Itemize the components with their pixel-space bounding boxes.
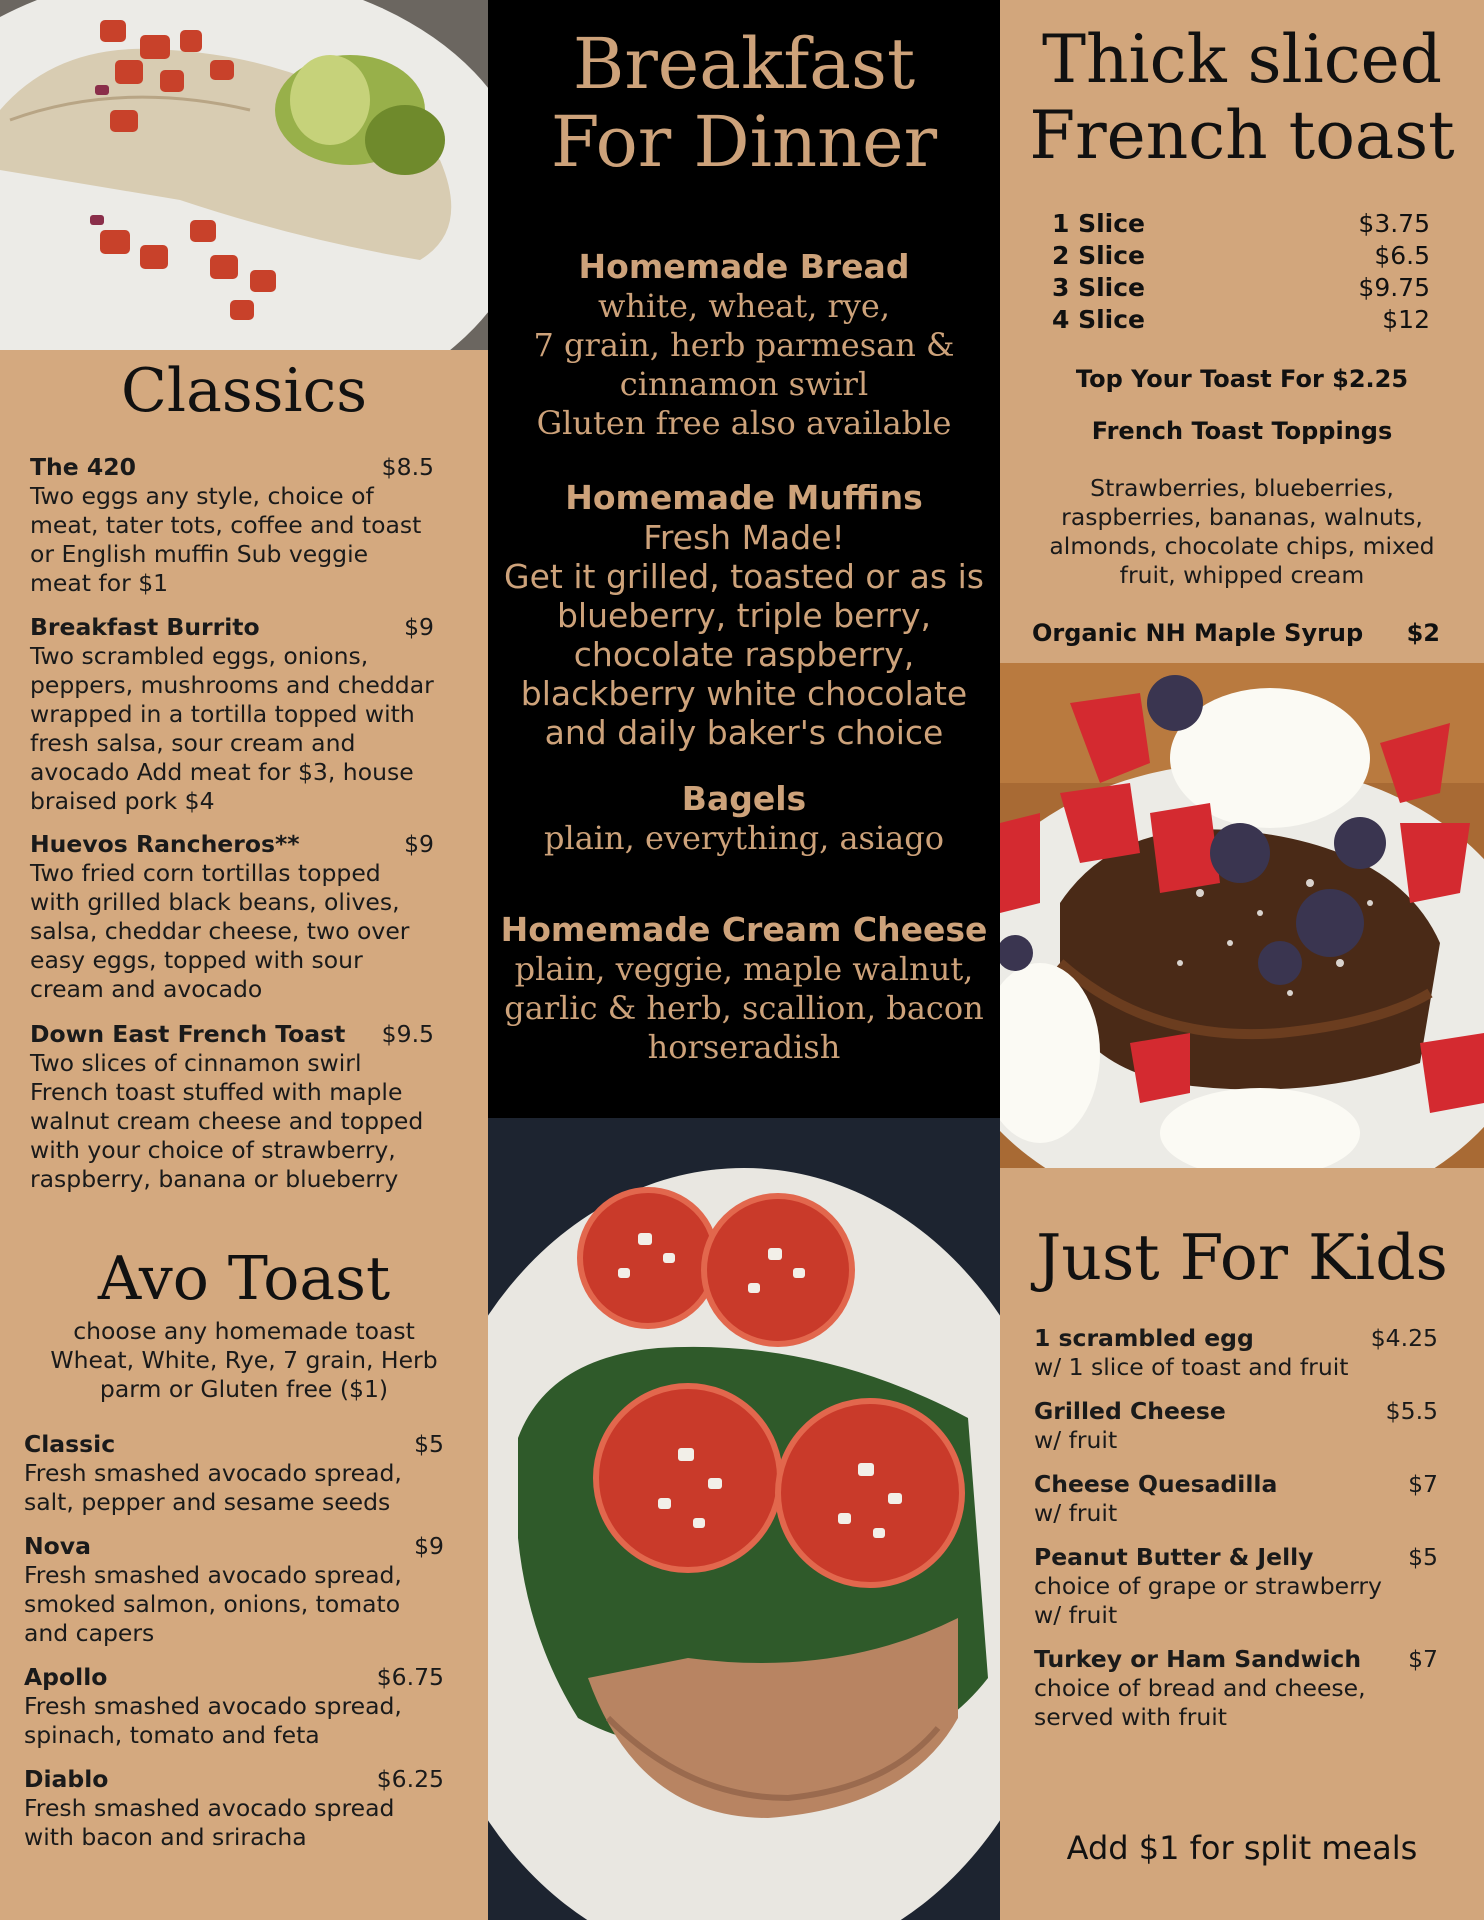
- menu-item: [30, 613, 434, 816]
- item-name: Huevos Rancheros**: [30, 830, 300, 858]
- item-description: choice of grape or strawberry w/ fruit: [1034, 1572, 1382, 1629]
- breakfast-for-dinner-title: [488, 25, 1000, 181]
- section-body: plain, everything, asiago: [543, 819, 944, 857]
- item-name: Peanut Butter & Jelly: [1034, 1543, 1314, 1571]
- item-price: $9.5: [381, 1020, 434, 1048]
- heading-line: French toast: [1029, 97, 1455, 174]
- slice-price: $12: [1382, 305, 1430, 334]
- item-name: Apollo: [24, 1663, 108, 1691]
- menu-item: [1034, 1397, 1438, 1455]
- item-name: The 420: [30, 453, 136, 481]
- item-name: Diablo: [24, 1765, 109, 1793]
- item-price: $7: [1408, 1645, 1438, 1673]
- homemade-bread-section: [488, 247, 1000, 443]
- avocado-toast-photo: [488, 1118, 1000, 1920]
- item-description: w/ fruit: [1034, 1499, 1118, 1527]
- item-name: Down East French Toast: [30, 1020, 346, 1048]
- section-title: Homemade Muffins: [565, 478, 923, 517]
- right-column: [1000, 0, 1484, 1920]
- split-meals-note: Add $1 for split meals: [1066, 1829, 1418, 1867]
- slice-label: 4 Slice: [1052, 305, 1146, 334]
- title-line: Breakfast: [572, 23, 916, 105]
- homemade-muffins-section: [488, 478, 1000, 752]
- item-price: $7: [1408, 1470, 1438, 1498]
- slice-price-list: [1052, 208, 1430, 336]
- syrup-price: $2: [1406, 619, 1440, 647]
- item-description: Two scrambled eggs, onions, peppers, mushrooms and cheddar wrapped in a tortilla topped with fresh salsa, sour cream and avocado Add meat for $3, house braised pork $4: [30, 642, 434, 815]
- menu-item: [24, 1430, 444, 1517]
- avo-toast-heading: Avo Toast: [97, 1244, 391, 1314]
- syrup-label: Organic NH Maple Syrup: [1032, 619, 1364, 647]
- toppings-title: French Toast Toppings: [1091, 417, 1393, 445]
- classics-heading: Classics: [120, 356, 368, 426]
- item-price: $6.25: [376, 1765, 444, 1793]
- menu-item: [1034, 1324, 1438, 1382]
- item-name: Nova: [24, 1532, 91, 1560]
- menu-item: [24, 1663, 444, 1750]
- title-line: For Dinner: [550, 101, 938, 183]
- item-name: Grilled Cheese: [1034, 1397, 1226, 1425]
- slice-label: 3 Slice: [1052, 273, 1146, 302]
- item-description: Fresh smashed avocado spread, salt, pepper and sesame seeds: [24, 1459, 402, 1516]
- menu-item: [24, 1532, 444, 1648]
- item-name: 1 scrambled egg: [1034, 1324, 1254, 1352]
- item-name: Turkey or Ham Sandwich: [1034, 1645, 1362, 1673]
- middle-column: [488, 0, 1000, 1920]
- heading-line: Thick sliced: [1042, 21, 1442, 98]
- section-title: Homemade Cream Cheese: [500, 910, 988, 949]
- slice-price: $9.75: [1358, 273, 1430, 302]
- section-title: Homemade Bread: [578, 247, 910, 286]
- avo-toast-intro: choose any homemade toast Wheat, White, Rye, 7 grain, Herb parm or Gluten free ($1): [50, 1317, 438, 1403]
- section-title: Bagels: [681, 779, 807, 818]
- item-name: Classic: [24, 1430, 116, 1458]
- slice-label: 1 Slice: [1052, 209, 1146, 238]
- item-description: Two fried corn tortillas topped with grilled black beans, olives, salsa, cheddar cheese, two over easy eggs, topped with sour cream and avocado: [30, 859, 410, 1003]
- slice-row: [1052, 208, 1430, 240]
- item-name: Breakfast Burrito: [30, 613, 260, 641]
- toppings-list: Strawberries, blueberries, raspberries, bananas, walnuts, almonds, chocolate chips, mixed fruit, whipped cream: [1049, 474, 1435, 589]
- burrito-photo: [0, 0, 488, 350]
- slice-row: [1052, 240, 1430, 272]
- item-description: w/ 1 slice of toast and fruit: [1034, 1353, 1349, 1381]
- section-body: Fresh Made! Get it grilled, toasted or as is blueberry, triple berry, chocolate raspberry, blackberry white chocolate and daily baker's choice: [504, 518, 984, 752]
- item-price: $5: [414, 1430, 444, 1458]
- kids-heading: Just For Kids: [1036, 1221, 1448, 1294]
- item-description: Two slices of cinnamon swirl French toast stuffed with maple walnut cream cheese and topped with your choice of strawberry, raspberry, banana or blueberry: [30, 1049, 424, 1193]
- french-toast-heading: [1000, 22, 1484, 174]
- item-description: Fresh smashed avocado spread, spinach, tomato and feta: [24, 1692, 402, 1749]
- item-price: $6.75: [376, 1663, 444, 1691]
- item-price: $5.5: [1385, 1397, 1438, 1425]
- item-price: $8.5: [381, 453, 434, 481]
- menu-item: [24, 1765, 444, 1852]
- item-description: choice of bread and cheese, served with fruit: [1034, 1674, 1366, 1731]
- item-price: $4.25: [1370, 1324, 1438, 1352]
- slice-price: $6.5: [1374, 241, 1430, 270]
- menu-item: [1034, 1543, 1438, 1630]
- menu-item: [30, 1020, 434, 1194]
- item-name: Cheese Quesadilla: [1034, 1470, 1278, 1498]
- item-description: w/ fruit: [1034, 1426, 1118, 1454]
- menu-item: [30, 830, 434, 1004]
- left-column: [0, 0, 488, 1920]
- item-price: $9: [404, 830, 434, 858]
- section-body: plain, veggie, maple walnut, garlic & herb, scallion, bacon horseradish: [504, 950, 984, 1066]
- top-your-toast: Top Your Toast For $2.25: [1075, 365, 1409, 393]
- menu-item: [1034, 1470, 1438, 1528]
- slice-row: [1052, 304, 1430, 336]
- section-body: white, wheat, rye, 7 grain, herb parmesan & cinnamon swirl Gluten free also available: [533, 287, 955, 442]
- bagels-section: [488, 779, 1000, 858]
- slice-label: 2 Slice: [1052, 241, 1146, 270]
- slice-row: [1052, 272, 1430, 304]
- item-description: Fresh smashed avocado spread, smoked salmon, onions, tomato and capers: [24, 1561, 402, 1647]
- menu-item: [1034, 1645, 1438, 1732]
- item-price: $9: [414, 1532, 444, 1560]
- item-price: $5: [1408, 1543, 1438, 1571]
- item-price: $9: [404, 613, 434, 641]
- maple-syrup-row: [1032, 618, 1440, 648]
- slice-price: $3.75: [1358, 209, 1430, 238]
- cream-cheese-section: [488, 910, 1000, 1067]
- item-description: Two eggs any style, choice of meat, tater tots, coffee and toast or English muffin Sub veggie meat for $1: [30, 482, 422, 597]
- menu-item: [30, 453, 434, 598]
- french-toast-photo: [1000, 663, 1484, 1168]
- item-description: Fresh smashed avocado spread with bacon and sriracha: [24, 1794, 395, 1851]
